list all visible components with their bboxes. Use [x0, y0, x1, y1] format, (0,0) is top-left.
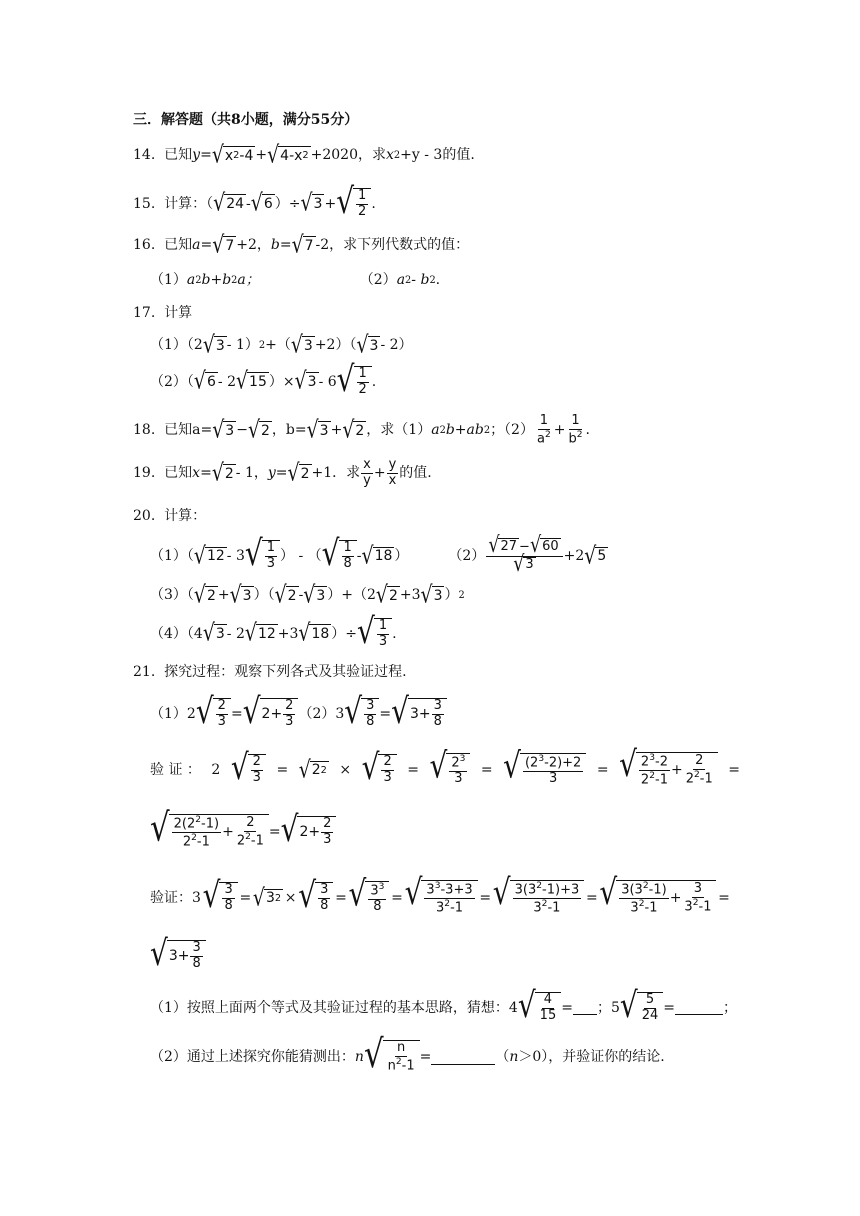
- q20-number: 20.: [133, 508, 156, 524]
- q16-number: 16.: [133, 237, 156, 254]
- verification-2-line-2: √ 3+ $\frac{3}{8}$: [150, 940, 206, 972]
- question-17-part-1: （1）（2 √ 3 - 1） 2 +（ √ 3 +2）（ √ 3 - 2）: [150, 331, 413, 359]
- q15-radical-3: √ 3: [300, 189, 323, 218]
- q21-number: 21.: [133, 664, 156, 680]
- question-17-part-2: （2）（ √ 6 - 2 √ 15 ）× √ 3 - 6 √ $\frac{1}{2}$ .: [150, 358, 377, 400]
- q16-radical-1: √ 7: [212, 231, 235, 259]
- question-15: 15. 计算：（ √ 24 - √ 6 ）÷ √ 3 + √ $\frac{1}{2}$ .: [133, 180, 376, 222]
- section-title-text: 三．解答题（共8小题，满分55分）: [133, 112, 359, 128]
- question-21: 21. 探究过程：观察下列各式及其验证过程.: [133, 664, 407, 680]
- q15-radical-1: √ 24: [213, 189, 245, 218]
- question-14: 14. 已知 y = √ x 2 -4 + √ 4-x 2 +2020，求 x 2 +y - 3的值.: [133, 141, 475, 169]
- question-21-examples: （1）2 √ $\frac{2}{3}$ = √ 2+ $\frac{2}{3}$ （2）3 √ $\frac{3}{8}$ = √ 3+ $\frac{3}{8}$: [150, 698, 447, 730]
- answer-blank-2[interactable]: [675, 1000, 723, 1015]
- q14-number: 14.: [133, 147, 156, 164]
- q15-radical-2: √ 6: [250, 189, 273, 218]
- question-19: 19. 已知 x = √ 2 - 1， y = √ 2 +1．求 $\frac{x}{y}$ + $\frac{y}{x}$ 的值.: [133, 457, 432, 488]
- section-title: [133, 112, 358, 129]
- question-16-parts: （1） a 2 b+b 2 a； （2） a 2 - b 2 .: [150, 272, 441, 288]
- q14-y: y: [192, 147, 201, 164]
- question-20-part-1-2: （1）（ √ 12 - 3 √ $\frac{1}{3}$ ） - （ √ $\frac{1}{8}$ - √ 18 ） （2） √ 27 − √ 60 √ 3 +2 √ 5: [150, 532, 607, 577]
- verification-1-line-1: 验 证 ： 2 √ $\frac{2}{3}$ = √ 2 2 × √ $\frac{2}{3}$ = √ $\frac{2^3}{3}$ = √ $\frac{(2^3-2)+2}{3}$ = √ $\frac{2^3-2}{2^2-1}$ + $\frac{2}{2^2-1}$ =: [150, 743, 740, 788]
- q15-number: 15.: [133, 195, 156, 212]
- question-20: 20. 计算：: [133, 508, 207, 524]
- question-18: 18. 已知a= √ 3 − √ 2 ，b= √ 3 + √ 2 ，求（1） a 2 b+ab 2 ；（2） $\frac{1}{a^2}$ + $\frac{1}{b^2}$ .: [133, 413, 590, 447]
- q15-radical-4: √ $\frac{1}{2}$: [336, 188, 371, 220]
- verification-1-line-2: √ $\frac{2(2^2-1)}{2^2-1}$ + $\frac{2}{2^2-1}$ = √ 2+ $\frac{2}{3}$: [150, 814, 336, 851]
- q18-number: 18.: [133, 422, 156, 439]
- question-21-guess-1: （1）按照上面两个等式及其验证过程的基本思路，猜想：4 √ $\frac{4}{15}$ = ；5 √ $\frac{5}{24}$ = ；: [150, 984, 737, 1026]
- question-20-part-4: （4）（4 √ 3 - 2 √ 12 +3 √ 18 ）÷ √ $\frac{1}{3}$ .: [150, 610, 397, 652]
- q14-text: 已知: [164, 147, 193, 164]
- verification-2-line-1: 验证：3 √ $\frac{3}{8}$ = √ 3 2 × √ $\frac{3}{8}$ = √ $\frac{3^3}{8}$ = √ $\frac{3^3-3+3}{3^2-1}$ = √ $\frac{3(3^2-1)+3}{3^2-1}$ = √ $\frac{3(3^2-1)}{3^2-1}$ + $\frac{3}{3^2-1}$ =: [150, 871, 730, 916]
- q14-eq: =: [200, 147, 212, 164]
- q14-radical-2: √ 4-x 2: [267, 141, 309, 169]
- question-20-part-3: （3）（ √ 2 + √ 3 ）（ √ 2 - √ 3 ）+（2 √ 2 +3 √ 3 ） 2: [150, 581, 465, 609]
- q17-number: 17.: [133, 305, 156, 321]
- q19-number: 19.: [133, 465, 156, 482]
- question-21-guess-2: （2）通过上述探究你能猜测出： n √ $\frac{n}{n^2-1}$ = （ n ＞0），并验证你的结论.: [150, 1031, 665, 1077]
- q14-radical-1: √ x 2 -4: [211, 141, 254, 169]
- question-16: 16. 已知 a = √ 7 +2， b = √ 7 -2，求下列代数式的值：: [133, 231, 470, 259]
- question-17: 17. 计算: [133, 305, 193, 321]
- answer-blank-1[interactable]: [573, 1000, 597, 1015]
- q16-radical-2: √ 7: [291, 231, 314, 259]
- answer-blank-3[interactable]: [431, 1050, 495, 1065]
